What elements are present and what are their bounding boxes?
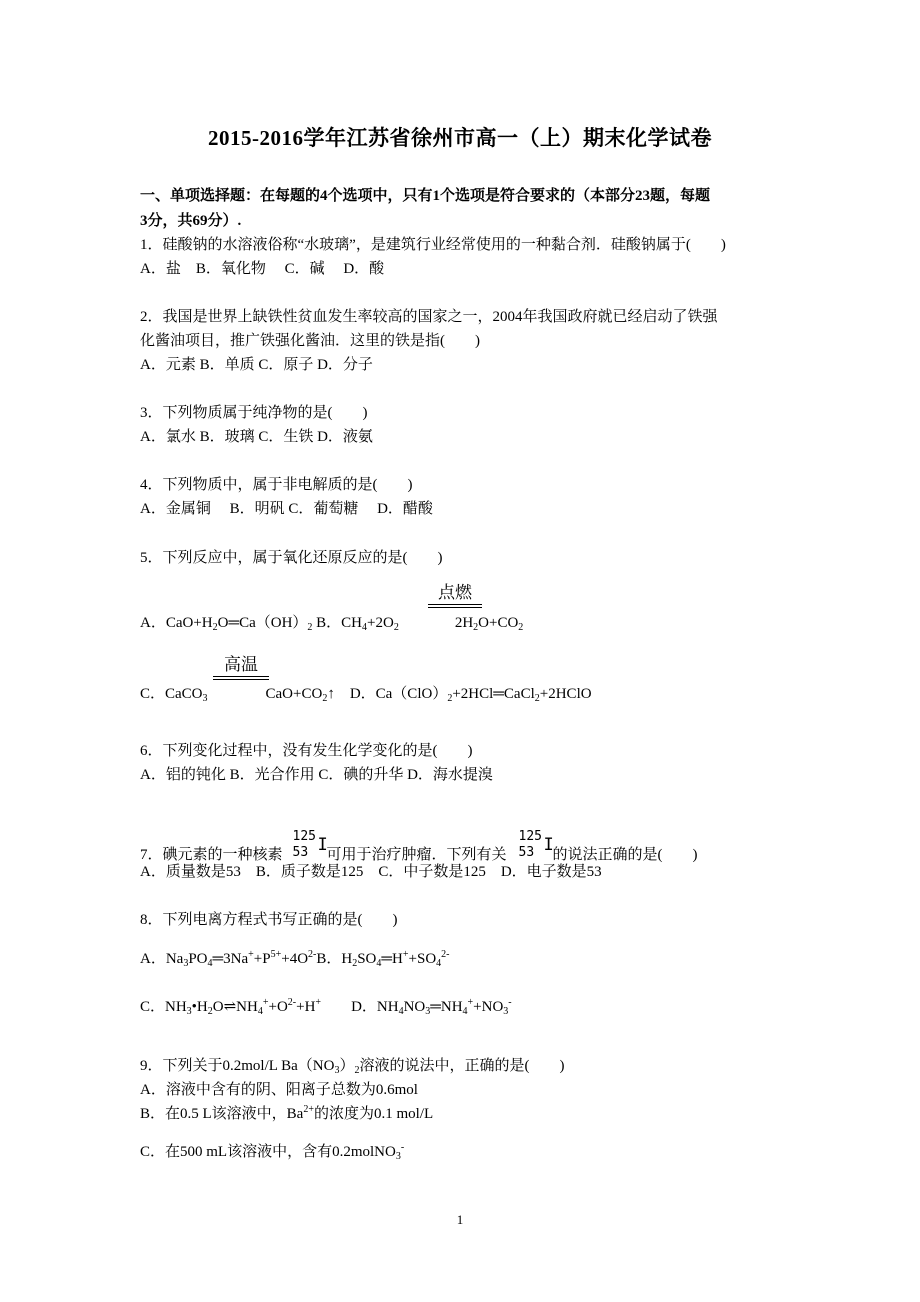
q2-stem-line1: 2．我国是世界上缺铁性贫血发生率较高的国家之一，2004年我国政府就已经启动了铁强 bbox=[140, 309, 718, 325]
nuclide-number: 53 bbox=[292, 845, 309, 860]
q9-option-a: A．溶液中含有的阴、阳离子总数为0.6mol bbox=[140, 1082, 418, 1098]
q1-options: A．盐 B．氧化物 C．碱 D．酸 bbox=[140, 261, 385, 277]
q7-options: A．质量数是53 B．质子数是125 C．中子数是125 D．电子数是53 bbox=[140, 864, 602, 880]
q5-stem: 5．下列反应中，属于氧化还原反应的是( ) bbox=[140, 550, 443, 566]
q5-burn-label: 点燃 bbox=[438, 583, 472, 603]
q7-stem bbox=[140, 829, 698, 865]
q5-options-cd: C．CaCO$_3$ $CaO+CO_2↑$ D．$Ca(ClO)_2+2HCl═CaCl_2+2HClO$ bbox=[140, 686, 592, 704]
section-heading-line2: 3分，共69分）. bbox=[140, 213, 242, 229]
q9-option-c-text: C．在500 mL该溶液中，含有0.2molNO bbox=[140, 1144, 396, 1160]
q9-option-b-part2: 的浓度为0.1 mol/L bbox=[313, 1106, 434, 1122]
q1-stem: 1．硅酸钠的水溶液俗称“水玻璃”，是建筑行业经常使用的一种黏合剂．硅酸钠属于( ) bbox=[140, 237, 726, 253]
q5-options-ab: A．$CaO+H_2O═Ca(OH)_2$ B．$CH_4+2O_2$ $2H_2O+CO_2$ bbox=[140, 615, 524, 633]
nuclide-mass: 125 bbox=[292, 829, 316, 844]
q5-burn-condition bbox=[428, 578, 482, 608]
q5-heat-arrow bbox=[213, 676, 269, 680]
q2-options: A．元素 B．单质 C．原子 D．分子 bbox=[140, 357, 373, 373]
q8-stem: 8．下列电离方程式书写正确的是( ) bbox=[140, 912, 398, 928]
q6-stem: 6．下列变化过程中，没有发生化学变化的是( ) bbox=[140, 743, 473, 759]
q2-stem-line2: 化酱油项目，推广铁强化酱油．这里的铁是指( ) bbox=[140, 333, 480, 349]
q7-stem-part1: 7．碘元素的一种核素 bbox=[140, 847, 283, 863]
q9-option-b: B．在0.5 L该溶液中，$Ba^{2+}$的浓度为0.1 mol/L bbox=[140, 1104, 434, 1122]
q5-burn-arrow bbox=[428, 604, 482, 608]
q4-stem: 4．下列物质中，属于非电解质的是( ) bbox=[140, 477, 413, 493]
exam-title: 2015-2016学年江苏省徐州市高一（上）期末化学试卷 bbox=[208, 126, 712, 150]
q9-option-b-part1: B．在0.5 L该溶液中，Ba bbox=[140, 1106, 304, 1122]
q8-options-ab: A．$Na_3PO_4═3Na^++P^{5+}+4O^{2-}B$．$H_2SO_4═H^++SO_4^{2-}$ bbox=[140, 949, 450, 969]
nuclide-symbol: I bbox=[543, 835, 554, 855]
q3-options: A．氯水 B．玻璃 C．生铁 D．液氨 bbox=[140, 429, 373, 445]
nuclide-mass: 125 bbox=[518, 829, 543, 844]
q9-option-c: C．在500 mL该溶液中，含有0.2molNO$_3$- bbox=[140, 1142, 405, 1162]
q3-stem: 3．下列物质属于纯净物的是( ) bbox=[140, 405, 368, 421]
section-heading-line1: 一、单项选择题：在每题的4个选项中，只有1个选项是符合要求的（本部分23题，每题 bbox=[140, 188, 711, 204]
q9-stem-part1: 9．下列关于0.2mol/L Ba（NO bbox=[140, 1058, 335, 1074]
q7-stem-part2: 可用于治疗肿瘤．下列有关 bbox=[326, 847, 507, 863]
q8-options-cd: C．$NH_3•H_2O\rightleftharpoons NH_4^++O^{2-}+H^+$ D．$NH_4NO_3═NH_4^++NO_3^-$ bbox=[140, 997, 512, 1017]
q9-stem: 9．下列关于0.2mol/L $Ba(NO_3)_2$溶液的说法中，正确的是( ) bbox=[140, 1058, 565, 1076]
page-number: 1 bbox=[456, 1212, 464, 1227]
iodine-nuclide-2 bbox=[518, 829, 554, 863]
q5-heat-condition bbox=[213, 650, 269, 680]
q4-options: A．金属铜 B．明矾 C．葡萄糖 D．醋酸 bbox=[140, 501, 433, 517]
nuclide-symbol: I bbox=[317, 835, 328, 855]
q7-stem-part3: 的说法正确的是( ) bbox=[552, 847, 698, 863]
q9-stem-part3: 溶液的说法中，正确的是( ) bbox=[359, 1058, 565, 1074]
q6-options: A．铝的钝化 B．光合作用 C．碘的升华 D．海水提溴 bbox=[140, 767, 493, 783]
q9-stem-part2: ） bbox=[339, 1058, 355, 1074]
q5-heat-label: 高温 bbox=[224, 655, 258, 675]
iodine-nuclide bbox=[292, 829, 328, 863]
nuclide-number: 53 bbox=[518, 845, 535, 860]
